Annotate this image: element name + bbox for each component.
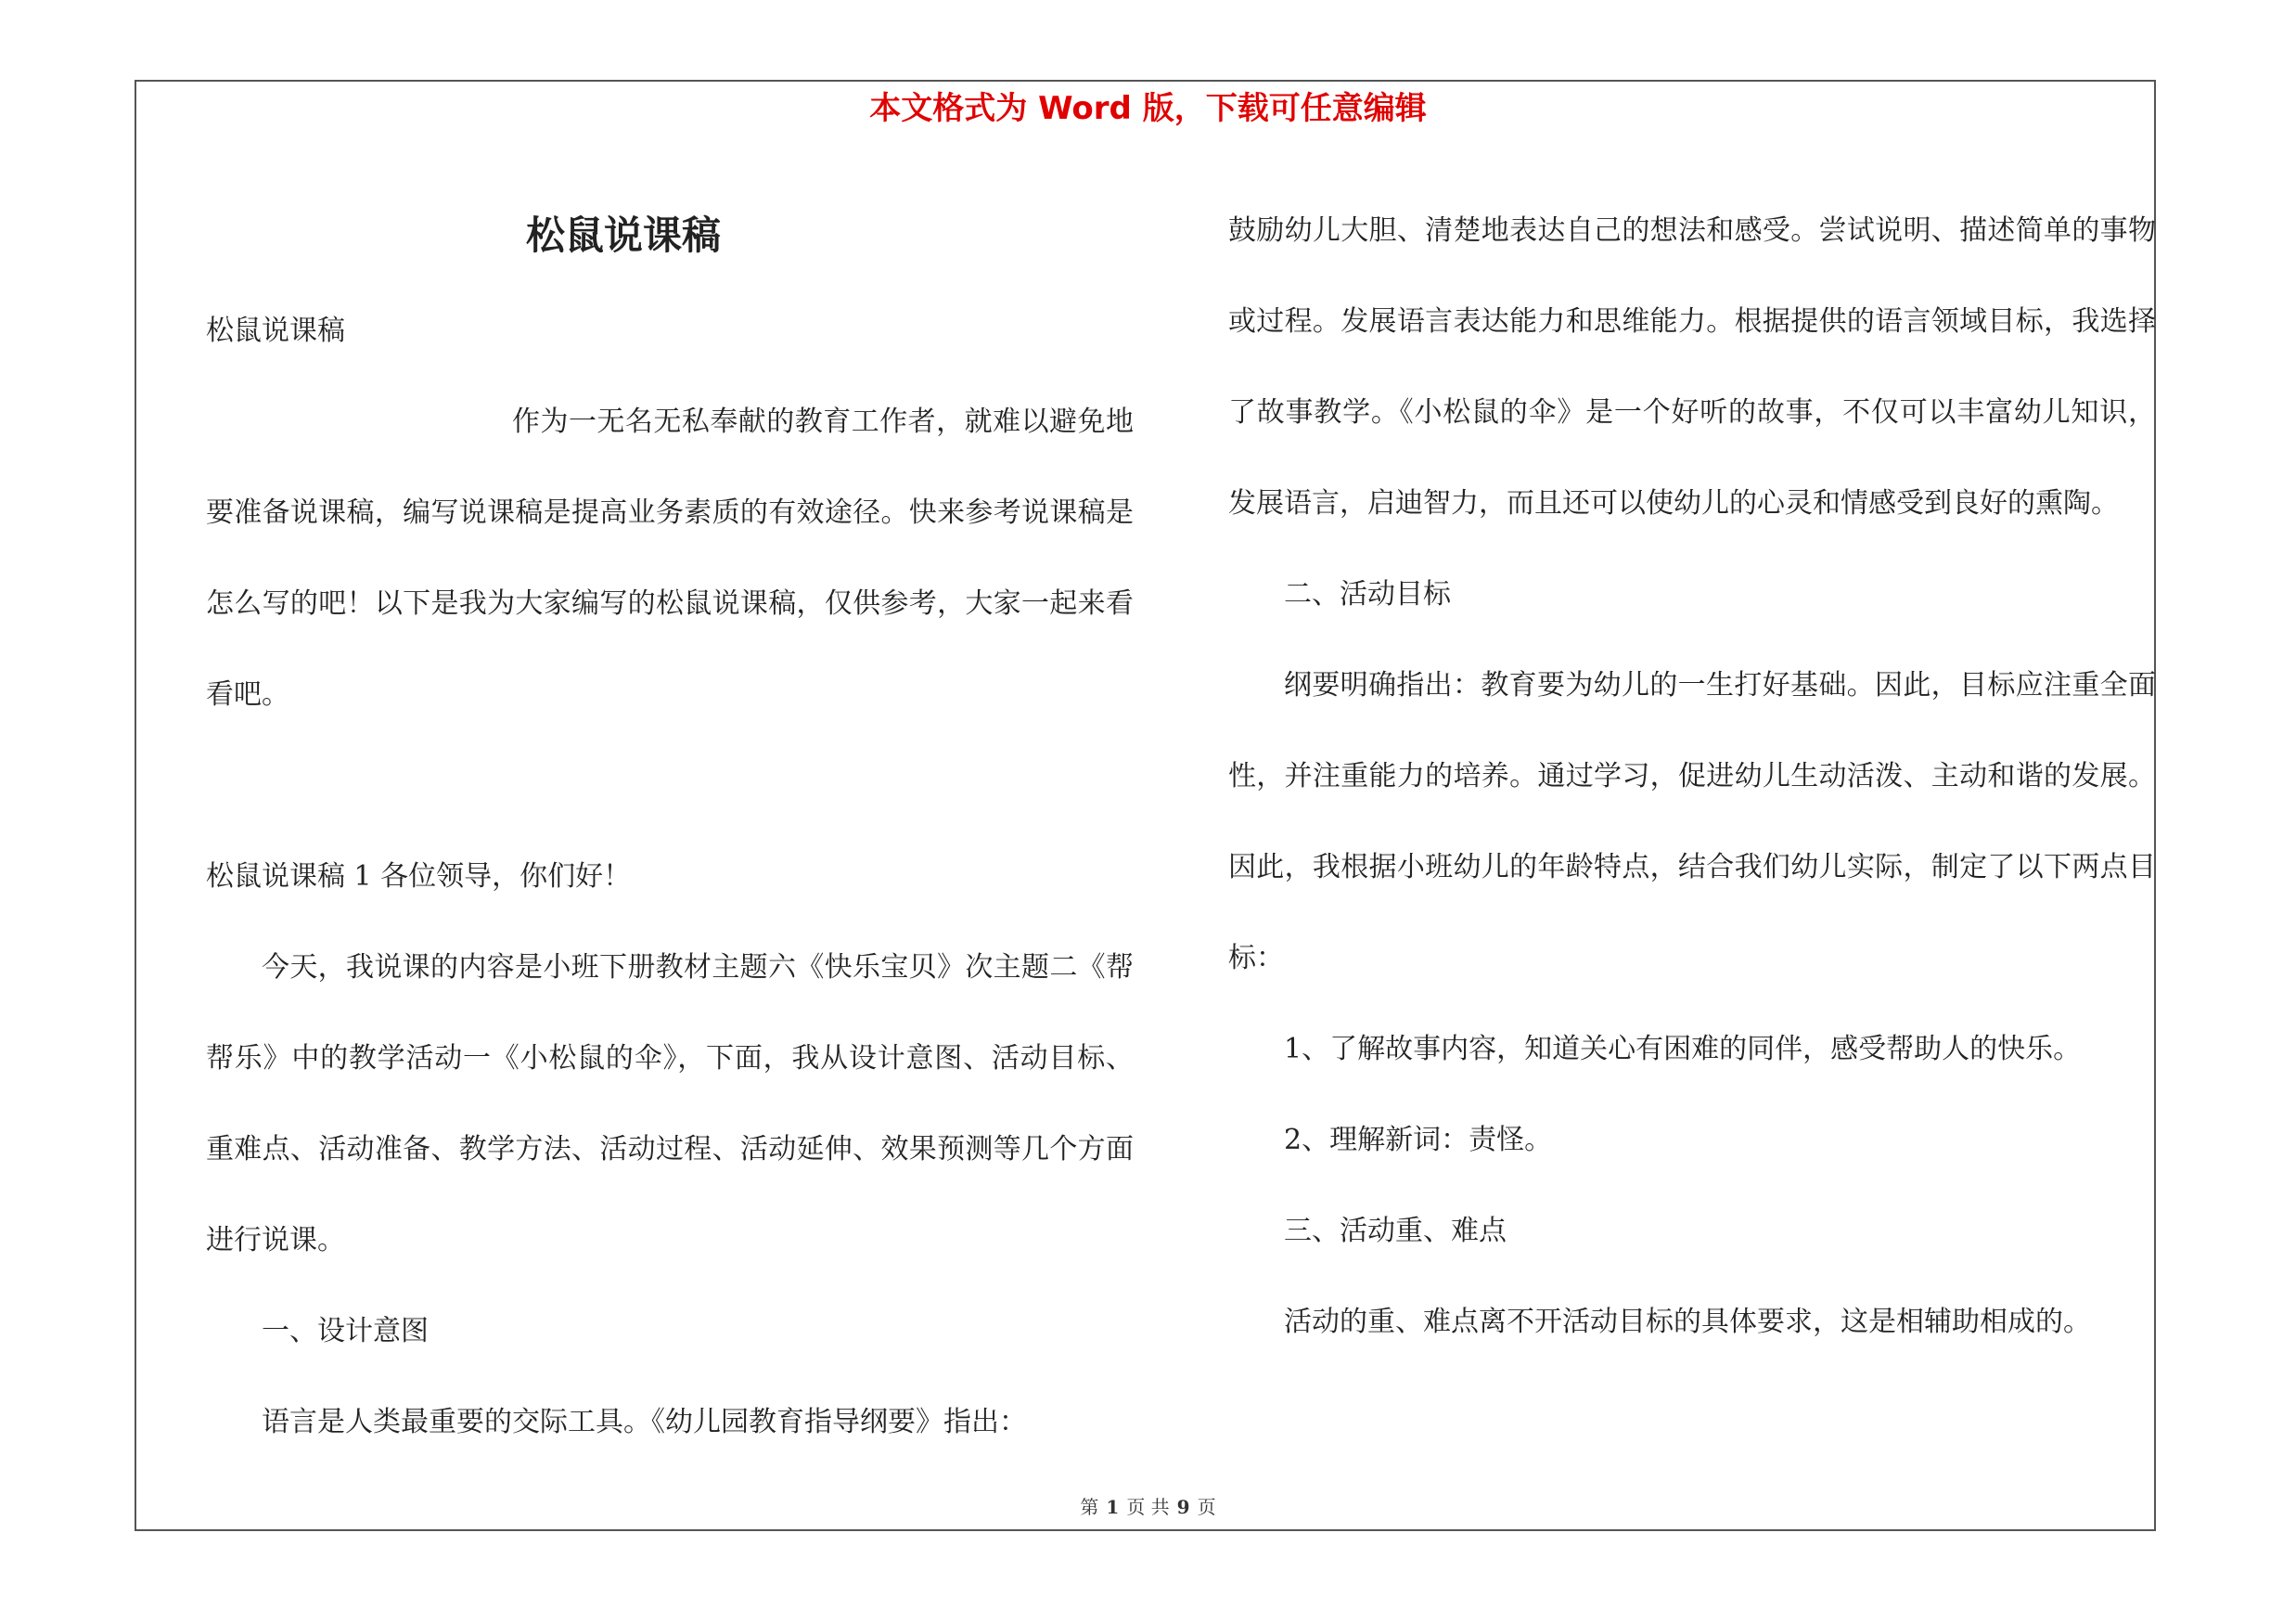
paragraph: 1、了解故事内容，知道关心有困难的同伴，感受帮助人的快乐。 <box>1284 1033 2082 1065</box>
right-paragraphs <box>1228 186 2156 1368</box>
footer-page-number: 1 <box>1106 1496 1120 1518</box>
right-column <box>1228 186 2156 1368</box>
paragraph: 语言是人类最重要的交际工具。《幼儿园教育指导纲要》指出： <box>262 1406 1027 1438</box>
page-footer <box>0 1492 2296 1519</box>
footer-total-pages: 9 <box>1176 1496 1190 1518</box>
left-paragraphs <box>206 286 1134 1468</box>
footer-prefix: 第 <box>1080 1496 1099 1518</box>
paragraph: 纲要明确指出：教育要为幼儿的一生打好基础。因此，目标应注重全面性，并注重能力的培养。通过学习，促进幼儿生动活泼、主动和谐的发展。因此，我根据小班幼儿的年龄特点，结合我们幼儿实际，制定了以下两点目标： <box>1228 669 2156 974</box>
paragraph <box>206 741 1134 831</box>
paragraph: 二、活动目标 <box>1284 578 1451 611</box>
paragraph: 一、设计意图 <box>262 1315 429 1347</box>
paragraph: 作为一无名无私奉献的教育工作者，就难以避免地要准备说课稿，编写说课稿是提高业务素质的有效途径。快来参考说课稿是怎么写的吧！以下是我为大家编写的松鼠说课稿，仅供参考，大家一起来看看吧。 <box>206 406 1134 711</box>
paragraph: 松鼠说课稿 <box>206 315 345 347</box>
paragraph: 2、理解新词：责怪。 <box>1284 1124 1553 1156</box>
paragraph: 今天，我说课的内容是小班下册教材主题六《快乐宝贝》次主题二《帮帮乐》中的教学活动一《小松鼠的伞》，下面，我从设计意图、活动目标、重难点、活动准备、教学方法、活动过程、活动延伸、效果预测等几个方面进行说课。 <box>206 951 1134 1256</box>
paragraph: 鼓励幼儿大胆、清楚地表达自己的想法和感受。尝试说明、描述简单的事物或过程。发展语言表达能力和思维能力。根据提供的语言领域目标，我选择了故事教学。《小松鼠的伞》是一个好听的故事，不仅可以丰富幼儿知识，发展语言，启迪智力，而且还可以使幼儿的心灵和情感受到良好的熏陶。 <box>1228 214 2156 520</box>
document-title: 松鼠说课稿 <box>526 213 722 258</box>
footer-middle: 页 共 <box>1126 1496 1170 1518</box>
footer-suffix: 页 <box>1197 1496 1216 1518</box>
word-format-banner: 本文格式为 Word 版，下载可任意编辑 <box>869 90 1427 127</box>
paragraph: 松鼠说课稿 1 各位领导，你们好！ <box>206 860 632 893</box>
left-column <box>206 186 1134 1468</box>
paragraph: 活动的重、难点离不开活动目标的具体要求，这是相辅助相成的。 <box>1284 1306 2091 1338</box>
paragraph: 三、活动重、难点 <box>1284 1215 1507 1247</box>
